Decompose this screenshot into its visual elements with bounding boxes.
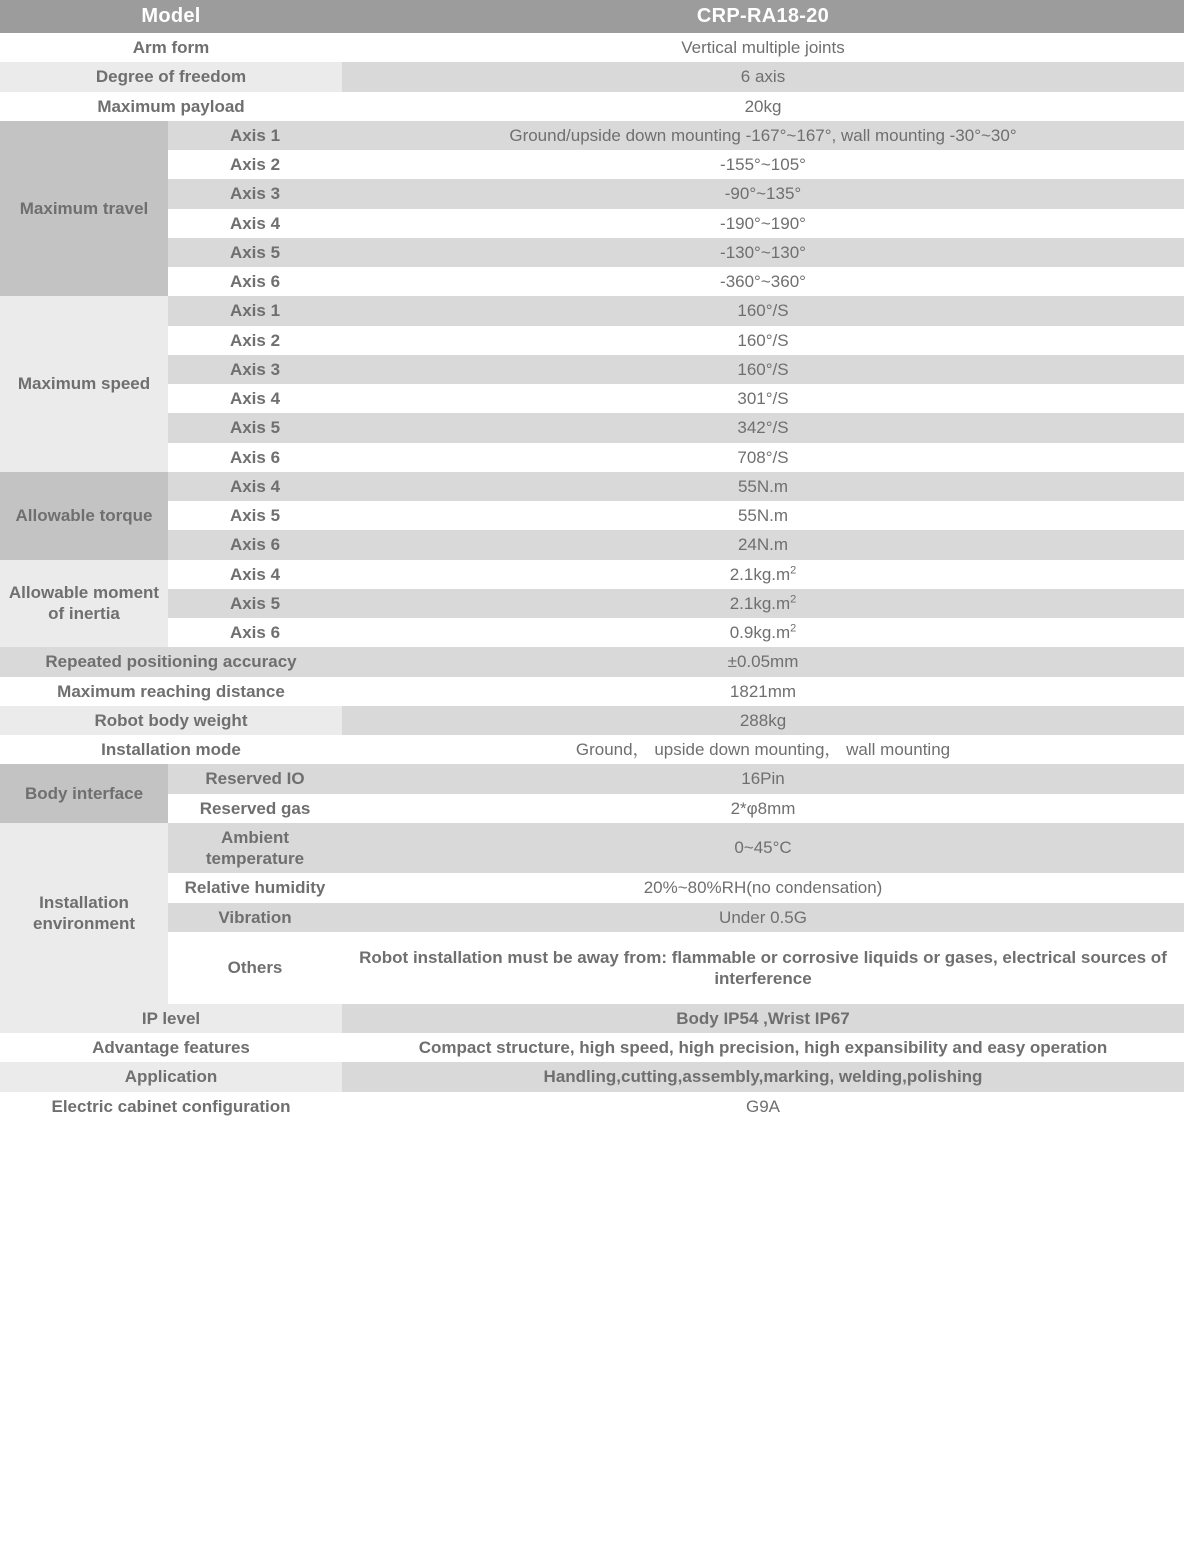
installation-environment-item-label: Ambient temperature bbox=[168, 823, 342, 874]
allowable-moment-of-inertia-label: Allowable moment of inertia bbox=[0, 560, 168, 648]
maximum-speed-label: Maximum speed bbox=[0, 296, 168, 472]
value-superscript: 2 bbox=[790, 622, 797, 635]
maximum-travel-axis-label: Axis 1 bbox=[168, 121, 342, 150]
maximum-speed-axis-label: Axis 1 bbox=[168, 296, 342, 325]
maximum-speed-axis-label: Axis 3 bbox=[168, 355, 342, 384]
table-row bbox=[0, 530, 1184, 559]
table-row bbox=[0, 238, 1184, 267]
table-row bbox=[0, 384, 1184, 413]
installation-environment-label: Installation environment bbox=[0, 823, 168, 1004]
maximum-travel-axis-value: -90°~135° bbox=[342, 179, 1184, 208]
table-row bbox=[0, 1062, 1184, 1091]
body-interface-item-value: 2*φ8mm bbox=[342, 794, 1184, 823]
header-model-label: Model bbox=[0, 0, 342, 33]
maximum-payload-value: 20kg bbox=[342, 92, 1184, 121]
ip-level-label: IP level bbox=[0, 1004, 342, 1033]
installation-environment-item-label: Relative humidity bbox=[168, 873, 342, 902]
allowable-moment-axis-value bbox=[342, 618, 1184, 647]
table-row bbox=[0, 589, 1184, 618]
installation-environment-item-value: Robot installation must be away from: flammable or corrosive liquids or gases, electrical sources of interference bbox=[342, 932, 1184, 1004]
header-model-value: CRP-RA18-20 bbox=[342, 0, 1184, 33]
allowable-torque-axis-value: 55N.m bbox=[342, 501, 1184, 530]
arm-form-value: Vertical multiple joints bbox=[342, 33, 1184, 62]
arm-form-label: Arm form bbox=[0, 33, 342, 62]
installation-environment-item-value: 20%~80%RH(no condensation) bbox=[342, 873, 1184, 902]
maximum-payload-label: Maximum payload bbox=[0, 92, 342, 121]
body-interface-item-label: Reserved gas bbox=[168, 794, 342, 823]
maximum-travel-axis-value: -360°~360° bbox=[342, 267, 1184, 296]
table-row bbox=[0, 677, 1184, 706]
robot-body-weight-value: 288kg bbox=[342, 706, 1184, 735]
body-interface-label: Body interface bbox=[0, 764, 168, 823]
maximum-travel-axis-value: -130°~130° bbox=[342, 238, 1184, 267]
table-row bbox=[0, 326, 1184, 355]
table-row bbox=[0, 735, 1184, 764]
allowable-moment-axis-label: Axis 5 bbox=[168, 589, 342, 618]
ip-level-value: Body IP54 ,Wrist IP67 bbox=[342, 1004, 1184, 1033]
table-row bbox=[0, 706, 1184, 735]
table-row bbox=[0, 618, 1184, 647]
robot-body-weight-label: Robot body weight bbox=[0, 706, 342, 735]
application-label: Application bbox=[0, 1062, 342, 1091]
table-row bbox=[0, 873, 1184, 902]
maximum-speed-axis-label: Axis 4 bbox=[168, 384, 342, 413]
advantage-features-value: Compact structure, high speed, high precision, high expansibility and easy operation bbox=[342, 1033, 1184, 1062]
value-superscript: 2 bbox=[790, 563, 797, 576]
maximum-speed-axis-label: Axis 6 bbox=[168, 443, 342, 472]
maximum-reaching-distance-label: Maximum reaching distance bbox=[0, 677, 342, 706]
table-row bbox=[0, 1004, 1184, 1033]
allowable-moment-axis-value bbox=[342, 589, 1184, 618]
maximum-speed-axis-value: 342°/S bbox=[342, 413, 1184, 442]
table-row bbox=[0, 501, 1184, 530]
table-row bbox=[0, 1033, 1184, 1062]
installation-mode-value: Ground， upside down mounting， wall mounting bbox=[342, 735, 1184, 764]
maximum-reaching-distance-value: 1821mm bbox=[342, 677, 1184, 706]
table-row bbox=[0, 296, 1184, 325]
table-row bbox=[0, 33, 1184, 62]
installation-environment-item-value: Under 0.5G bbox=[342, 903, 1184, 932]
table-row bbox=[0, 903, 1184, 932]
table-row bbox=[0, 179, 1184, 208]
table-row bbox=[0, 764, 1184, 793]
allowable-moment-axis-value bbox=[342, 560, 1184, 589]
value-superscript: 2 bbox=[790, 593, 797, 606]
maximum-speed-axis-value: 160°/S bbox=[342, 355, 1184, 384]
maximum-speed-axis-label: Axis 5 bbox=[168, 413, 342, 442]
installation-mode-label: Installation mode bbox=[0, 735, 342, 764]
allowable-moment-axis-label: Axis 6 bbox=[168, 618, 342, 647]
advantage-features-label: Advantage features bbox=[0, 1033, 342, 1062]
table-row bbox=[0, 647, 1184, 676]
table-row bbox=[0, 355, 1184, 384]
table-row bbox=[0, 823, 1184, 874]
repeated-positioning-accuracy-value: ±0.05mm bbox=[342, 647, 1184, 676]
body-interface-item-value: 16Pin bbox=[342, 764, 1184, 793]
maximum-speed-axis-value: 301°/S bbox=[342, 384, 1184, 413]
electric-cabinet-configuration-label: Electric cabinet configuration bbox=[0, 1092, 342, 1121]
maximum-speed-axis-label: Axis 2 bbox=[168, 326, 342, 355]
installation-environment-item-label: Vibration bbox=[168, 903, 342, 932]
maximum-speed-axis-value: 160°/S bbox=[342, 326, 1184, 355]
table-row bbox=[0, 560, 1184, 589]
degree-of-freedom-label: Degree of freedom bbox=[0, 62, 342, 91]
maximum-travel-axis-label: Axis 3 bbox=[168, 179, 342, 208]
repeated-positioning-accuracy-label: Repeated positioning accuracy bbox=[0, 647, 342, 676]
table-row bbox=[0, 794, 1184, 823]
maximum-travel-axis-label: Axis 6 bbox=[168, 267, 342, 296]
table-row bbox=[0, 121, 1184, 150]
table-row bbox=[0, 92, 1184, 121]
table-header-row bbox=[0, 0, 1184, 33]
maximum-travel-label: Maximum travel bbox=[0, 121, 168, 297]
table-row bbox=[0, 209, 1184, 238]
degree-of-freedom-value: 6 axis bbox=[342, 62, 1184, 91]
installation-environment-item-value: 0~45°C bbox=[342, 823, 1184, 874]
application-value: Handling,cutting,assembly,marking, welding,polishing bbox=[342, 1062, 1184, 1091]
value-text: 2.1kg.m bbox=[729, 564, 791, 584]
maximum-travel-axis-value: -155°~105° bbox=[342, 150, 1184, 179]
installation-environment-item-label: Others bbox=[168, 932, 342, 1004]
maximum-travel-axis-value: Ground/upside down mounting -167°~167°, wall mounting -30°~30° bbox=[342, 121, 1184, 150]
value-text: 2.1kg.m bbox=[729, 593, 791, 613]
table-row bbox=[0, 267, 1184, 296]
table-row bbox=[0, 932, 1184, 1004]
allowable-torque-axis-label: Axis 4 bbox=[168, 472, 342, 501]
body-interface-item-label: Reserved IO bbox=[168, 764, 342, 793]
maximum-speed-axis-value: 160°/S bbox=[342, 296, 1184, 325]
value-text: 0.9kg.m bbox=[729, 623, 791, 642]
table-row bbox=[0, 1092, 1184, 1121]
maximum-travel-axis-label: Axis 2 bbox=[168, 150, 342, 179]
table-row bbox=[0, 413, 1184, 442]
allowable-torque-axis-value: 24N.m bbox=[342, 530, 1184, 559]
maximum-speed-axis-value: 708°/S bbox=[342, 443, 1184, 472]
allowable-moment-axis-label: Axis 4 bbox=[168, 560, 342, 589]
table-row bbox=[0, 150, 1184, 179]
allowable-torque-axis-label: Axis 6 bbox=[168, 530, 342, 559]
table-row bbox=[0, 472, 1184, 501]
electric-cabinet-configuration-value: G9A bbox=[342, 1092, 1184, 1121]
maximum-travel-axis-label: Axis 5 bbox=[168, 238, 342, 267]
table-row bbox=[0, 62, 1184, 91]
allowable-torque-label: Allowable torque bbox=[0, 472, 168, 560]
allowable-torque-axis-label: Axis 5 bbox=[168, 501, 342, 530]
table-row bbox=[0, 443, 1184, 472]
allowable-torque-axis-value: 55N.m bbox=[342, 472, 1184, 501]
maximum-travel-axis-label: Axis 4 bbox=[168, 209, 342, 238]
maximum-travel-axis-value: -190°~190° bbox=[342, 209, 1184, 238]
